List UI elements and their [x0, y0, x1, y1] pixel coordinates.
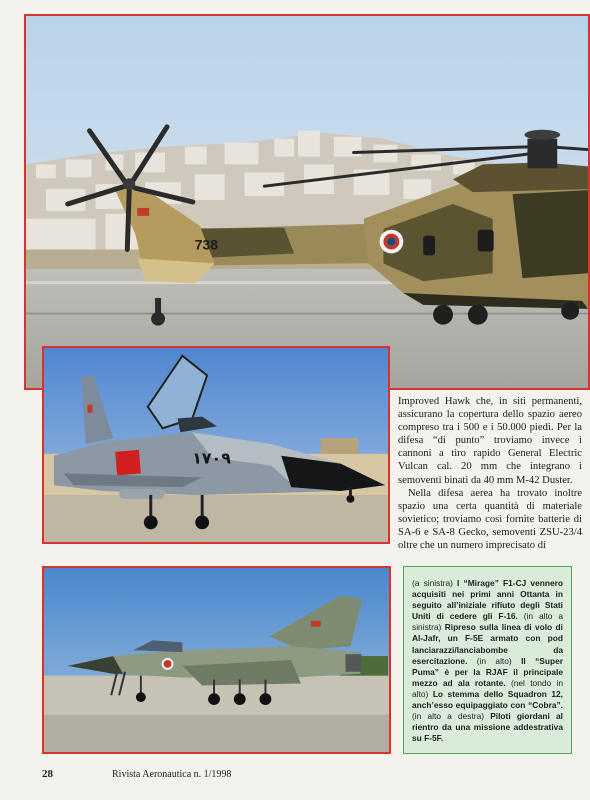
photo-super-puma	[24, 14, 590, 390]
caption-position-label: (in alto a sinistra)	[412, 611, 563, 633]
f5e-arabic-code: ١٧٠٩	[192, 448, 231, 468]
journal-citation: Rivista Aeronautica n. 1/1998	[112, 769, 232, 780]
article-body	[398, 395, 582, 552]
caption-position-label: (in alto)	[476, 655, 522, 666]
photo-mirage-f1	[42, 566, 391, 754]
photo-caption-box	[403, 566, 572, 754]
super-puma-illustration	[26, 16, 588, 388]
photo-f5e	[42, 346, 390, 544]
article-paragraph: Improved Hawk che, in siti permanenti, assicurano la copertura dello spazio aereo compreso tra i 500 e i 50.000 piedi. Per la difesa “di punto” troviamo invece i cannoni a tiro rapido General Electric Vulcan cal. 20 mm che integrano i semoventi binati da 40 mm M-42 Duster.	[398, 396, 582, 486]
helicopter-serial: 738	[194, 236, 218, 253]
caption-text: I “Mirage” F1-CJ vennero acquisiti nei primi anni Ottanta in seguito all’iniziale rifiuto degli Stati Uniti di cedere gli F-16.	[412, 578, 563, 622]
caption-position-label: (in alto a destra)	[412, 711, 491, 722]
caption-text: Piloti giordani al rientro da una missione addestrativa su F-5F.	[412, 711, 563, 744]
caption-position-label: (a sinistra)	[412, 578, 458, 588]
caption-text: Lo stemma dello Squadron 12, anch’esso equipaggiato con “Cobra”.	[412, 688, 563, 711]
article-paragraph: Nella difesa aerea ha trovato inoltre spazio una certa quantità di materiale sovietico; troviamo così fornite batterie di SA-6 e SA-8 Gecko, semoventi ZSU-23/4 oltre che un numero imprecisato di	[398, 487, 582, 552]
f5e-illustration	[44, 348, 388, 542]
caption-position-label: (nel tondo in alto)	[412, 677, 563, 699]
caption-text: Il “Super Puma” è per la RJAF il principale mezzo ad ala rotante.	[412, 655, 563, 688]
caption-text: Ripreso sulla linea di volo di Al-Jafr, un F-5E armato con pod lanciarazzi/lanciabombe da esercitazione.	[412, 622, 563, 666]
mirage-f1-illustration	[44, 568, 389, 752]
page-number: 28	[42, 768, 53, 780]
